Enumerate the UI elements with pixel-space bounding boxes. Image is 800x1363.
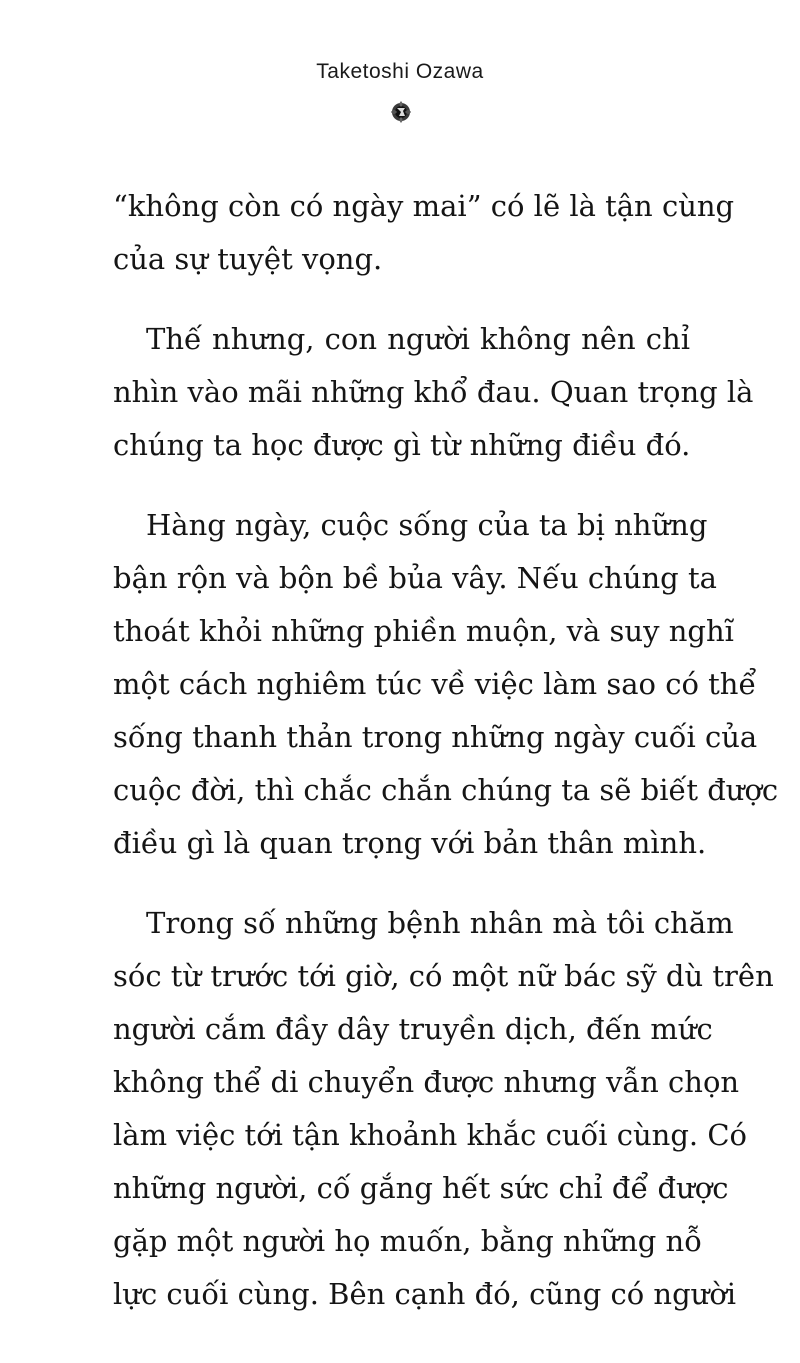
- paragraph: [113, 313, 754, 472]
- text-line: người cắm đầy dây truyền dịch, đến mức: [113, 1012, 713, 1046]
- text-line: làm việc tới tận khoảnh khắc cuối cùng. Có: [113, 1118, 747, 1152]
- text-line: những người, cố gắng hết sức chỉ để được: [113, 1171, 729, 1205]
- text-line: chúng ta học được gì từ những điều đó.: [113, 428, 691, 462]
- paragraph: [113, 180, 735, 286]
- text-line: cuộc đời, thì chắc chắn chúng ta sẽ biết được: [113, 773, 779, 807]
- text-line: nhìn vào mãi những khổ đau. Quan trọng là: [113, 375, 754, 409]
- text-line: sống thanh thản trong những ngày cuối của: [113, 720, 758, 754]
- decorative-flourish-icon: [388, 99, 414, 125]
- text-line: lực cuối cùng. Bên cạnh đó, cũng có người: [113, 1277, 737, 1311]
- text-line: thoát khỏi những phiền muộn, và suy nghĩ: [113, 614, 734, 648]
- running-head-author: Taketoshi Ozawa: [316, 60, 484, 83]
- text-line: một cách nghiêm túc về việc làm sao có thể: [113, 667, 757, 701]
- paragraph: [113, 897, 774, 1321]
- text-line: bận rộn và bộn bề bủa vây. Nếu chúng ta: [113, 561, 717, 595]
- paragraph: [113, 499, 779, 870]
- text-line: điều gì là quan trọng với bản thân mình.: [113, 826, 707, 860]
- text-line: gặp một người họ muốn, bằng những nỗ: [113, 1224, 702, 1258]
- text-line: Trong số những bệnh nhân mà tôi chăm: [146, 906, 734, 940]
- page-body-text: [113, 180, 779, 1348]
- text-line: sóc từ trước tới giờ, có một nữ bác sỹ dù trên: [113, 959, 774, 993]
- text-line: Thế nhưng, con người không nên chỉ: [146, 322, 690, 356]
- text-line: “không còn có ngày mai” có lẽ là tận cùng: [113, 189, 735, 223]
- text-line: không thể di chuyển được nhưng vẫn chọn: [113, 1065, 740, 1099]
- text-line: của sự tuyệt vọng.: [113, 242, 383, 276]
- text-line: Hàng ngày, cuộc sống của ta bị những: [146, 508, 708, 542]
